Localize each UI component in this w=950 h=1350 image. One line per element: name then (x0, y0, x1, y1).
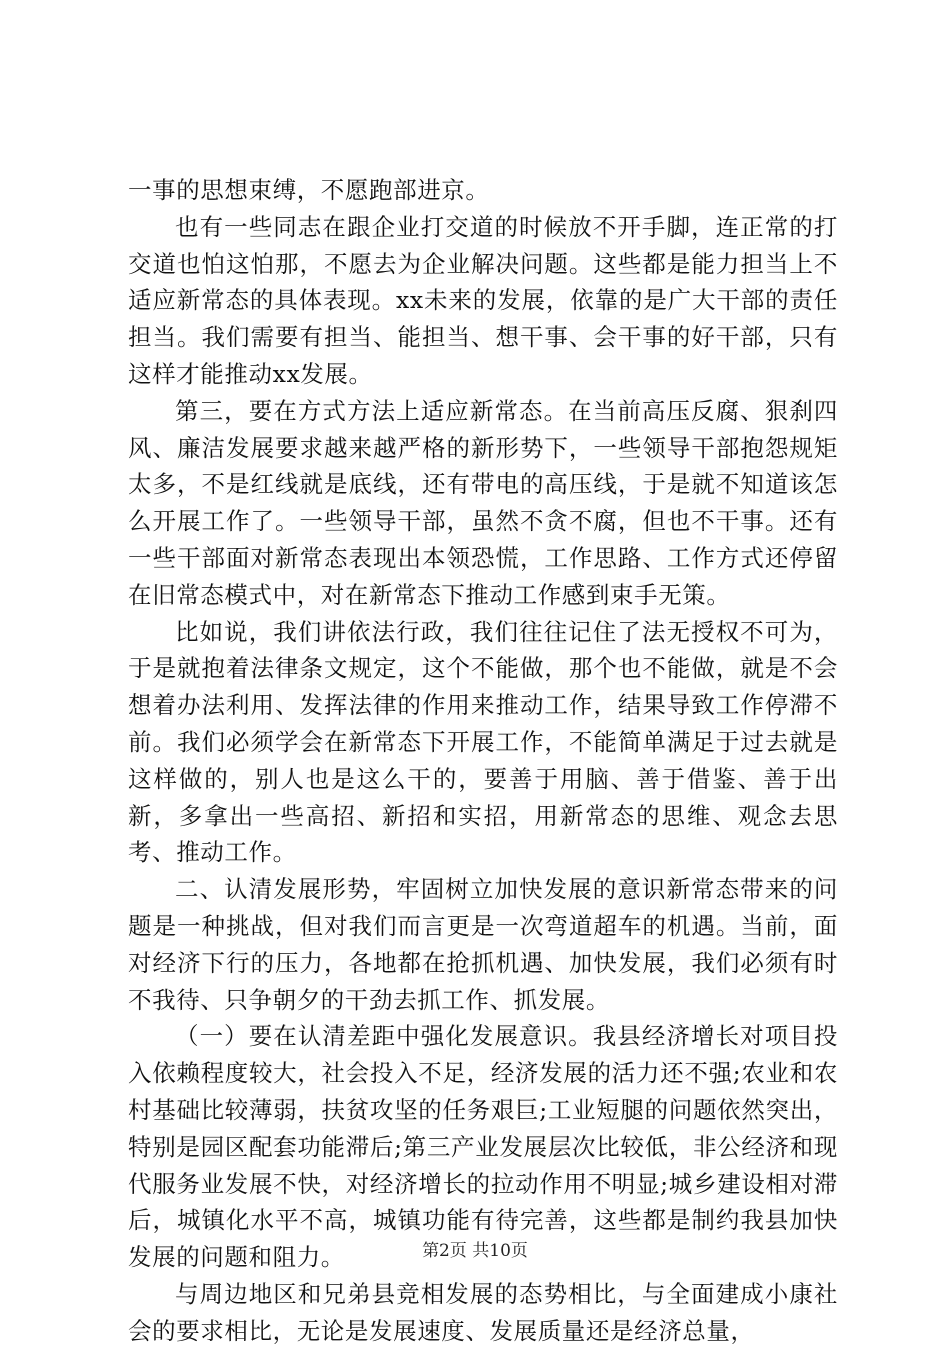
paragraph-7: 与周边地区和兄弟县竞相发展的态势相比，与全面建成小康社会的要求相比，无论是发展速度、发展质量还是经济总量， (128, 1279, 838, 1345)
paragraph-2: 也有一些同志在跟企业打交道的时候放不开手脚，连正常的打交道也怕这怕那，不愿去为企业解决问题。这些都是能力担当上不适应新常态的具体表现。xx未来的发展，依靠的是广大干部的责任担当。我们需要有担当、能担当、想干事、会干事的好干部，只有这样才能推动xx发展。 (128, 212, 838, 388)
paragraph-3: 第三，要在方式方法上适应新常态。在当前高压反腐、狠刹四风、廉洁发展要求越来越严格的新形势下，一些领导干部抱怨规矩太多，不是红线就是底线，还有带电的高压线，于是就不知道该怎么开展工作了。一些领导干部，虽然不贪不腐，但也不干事。还有一些干部面对新常态表现出本领恐慌，工作思路、工作方式还停留在旧常态模式中，对在新常态下推动工作感到束手无策。 (128, 396, 838, 609)
page-footer: 第2页 共10页 (422, 1241, 528, 1261)
paragraph-1: 一事的思想束缚，不愿跑部进京。 (128, 176, 490, 204)
paragraph-4: 比如说，我们讲依法行政，我们往往记住了法无授权不可为，于是就抱着法律条文规定，这个不能做，那个也不能做，就是不会想着办法利用、发挥法律的作用来推动工作，结果导致工作停滞不前。我们必须学会在新常态下开展工作，不能简单满足于过去就是这样做的，别人也是这么干的，要善于用脑、善于借鉴、善于出新，多拿出一些高招、新招和实招，用新常态的思维、观念去思考、推动工作。 (128, 617, 838, 867)
document-body (128, 172, 838, 1350)
paragraph-5: 二、认清发展形势，牢固树立加快发展的意识新常态带来的问题是一种挑战，但对我们而言更是一次弯道超车的机遇。当前，面对经济下行的压力，各地都在抢抓机遇、加快发展，我们必须有时不我待、只争朝夕的干劲去抓工作、抓发展。 (128, 875, 838, 1014)
paragraph-6: （一）要在认清差距中强化发展意识。我县经济增长对项目投入依赖程度较大，社会投入不足，经济发展的活力还不强;农业和农村基础比较薄弱，扶贫攻坚的任务艰巨;工业短腿的问题依然突出，特别是园区配套功能滞后;第三产业发展层次比较低，非公经济和现代服务业发展不快，对经济增长的拉动作用不明显;城乡建设相对滞后，城镇化水平不高，城镇功能有待完善，这些都是制约我县加快发展的问题和阻力。 (128, 1022, 838, 1272)
